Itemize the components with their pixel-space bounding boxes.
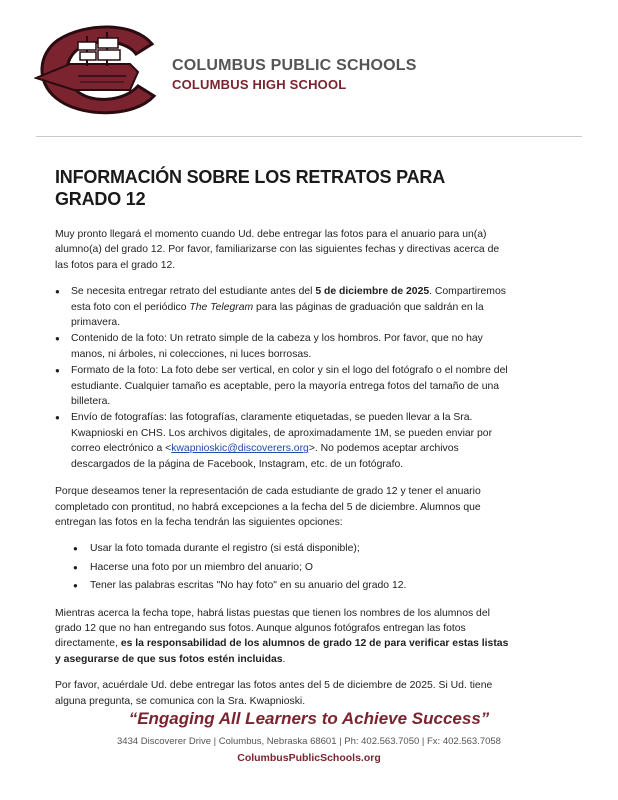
email-link[interactable]: kwapnioskic@discoverers.org (171, 443, 309, 455)
list-item: ● Usar la foto tomada durante el registro (si está disponible); (55, 541, 515, 556)
responsibility-notice: es la responsabilidad de los alumnos de grado 12 de para verificar estas listas y asegurarse de que sus fotos estén incluidas (55, 638, 509, 665)
options-list (55, 541, 515, 593)
newspaper-name: The Telegram (189, 301, 254, 313)
intro-paragraph: Muy pronto llegará el momento cuando Ud. debe entregar las fotos para el anuario para un(a) alumno(a) del grado 12. Por favor, familiarizarse con las siguientes fechas y directivas acerca de las fotos para el grado 12. (55, 229, 500, 271)
list-item: ● Tener las palabras escritas "No hay foto" en su anuario del grado 12. (55, 578, 515, 593)
responsibility-paragraph: Mientras acerca la fecha tope, habrá listas puestas que tienen los nombres de los alumnos del grado 12 que no han entregando sus fotos. Aunque algunos fotógrafos entregan las fotos directamente, es la responsabilidad de los alumnos de grado 12 de para verificar estas listas y asegurarse de que sus fotos estén incluidas. (55, 607, 509, 665)
closing-paragraph: Por favor, acuérdale Ud. debe entregar las fotos antes del 5 de diciembre de 2025. Si Ud. tiene alguna pregunta, se comunica con la Sra. Kwapnioski. (55, 680, 493, 707)
page-footer (0, 708, 618, 764)
page-title: INFORMACIÓN SOBRE LOS RETRATOS PARA GRADO 12 (55, 167, 445, 209)
ship-c-logo-icon (34, 20, 164, 120)
guidelines-list (55, 284, 515, 472)
website-link[interactable]: ColumbusPublicSchools.org (237, 752, 381, 764)
header-divider (36, 136, 582, 137)
list-item: ● Se necesita entregar retrato del estudiante antes del 5 de diciembre de 2025. Compartiremos esta foto con el periódico The Telegram para las páginas de graduación que saldrán en la primavera. (55, 284, 515, 330)
district-name: COLUMBUS PUBLIC SCHOOLS (172, 57, 417, 74)
list-item: ● Contenido de la foto: Un retrato simple de la cabeza y los hombros. Por favor, que no hay manos, ni árboles, ni colecciones, ni luces borrosas. (55, 331, 515, 362)
contact-address: 3434 Discoverer Drive | Columbus, Nebraska 68601 | Ph: 402.563.7050 | Fx: 402.563.7058 (117, 736, 501, 747)
deadline-date: 5 de diciembre de 2025 (315, 286, 430, 298)
document-body (55, 166, 515, 720)
school-name: COLUMBUS HIGH SCHOOL (172, 77, 347, 92)
deadline-paragraph: Porque deseamos tener la representación de cada estudiante de grado 12 y tener el anuario completado con prontitud, no habrá excepciones a la fecha del 5 de diciembre. Alumnos que entregan las fotos en la fecha tendrán las siguientes opciones: (55, 486, 481, 528)
tagline: “Engaging All Learners to Achieve Success” (128, 709, 490, 728)
list-item: ● Envío de fotografías: las fotografías, claramente etiquetadas, se pueden llevar a la Sra. Kwapnioski en CHS. Los archivos digitales, de aproximadamente 1M, se pueden enviar por correo electrónico a <kwapnioskic@discoverers.org>. No podemos aceptar archivos descargados de la página de Facebook, Instagram, etc. de un fotógrafo. (55, 410, 515, 472)
organization-header (172, 56, 417, 93)
list-item: ● Hacerse una foto por un miembro del anuario; O (55, 560, 515, 575)
list-item: ● Formato de la foto: La foto debe ser vertical, en color y sin el logo del fotógrafo o el nombre del estudiante. Cualquier tamaño es aceptable, pero la mayoría entrega fotos del tamaño de una billetera. (55, 363, 515, 409)
